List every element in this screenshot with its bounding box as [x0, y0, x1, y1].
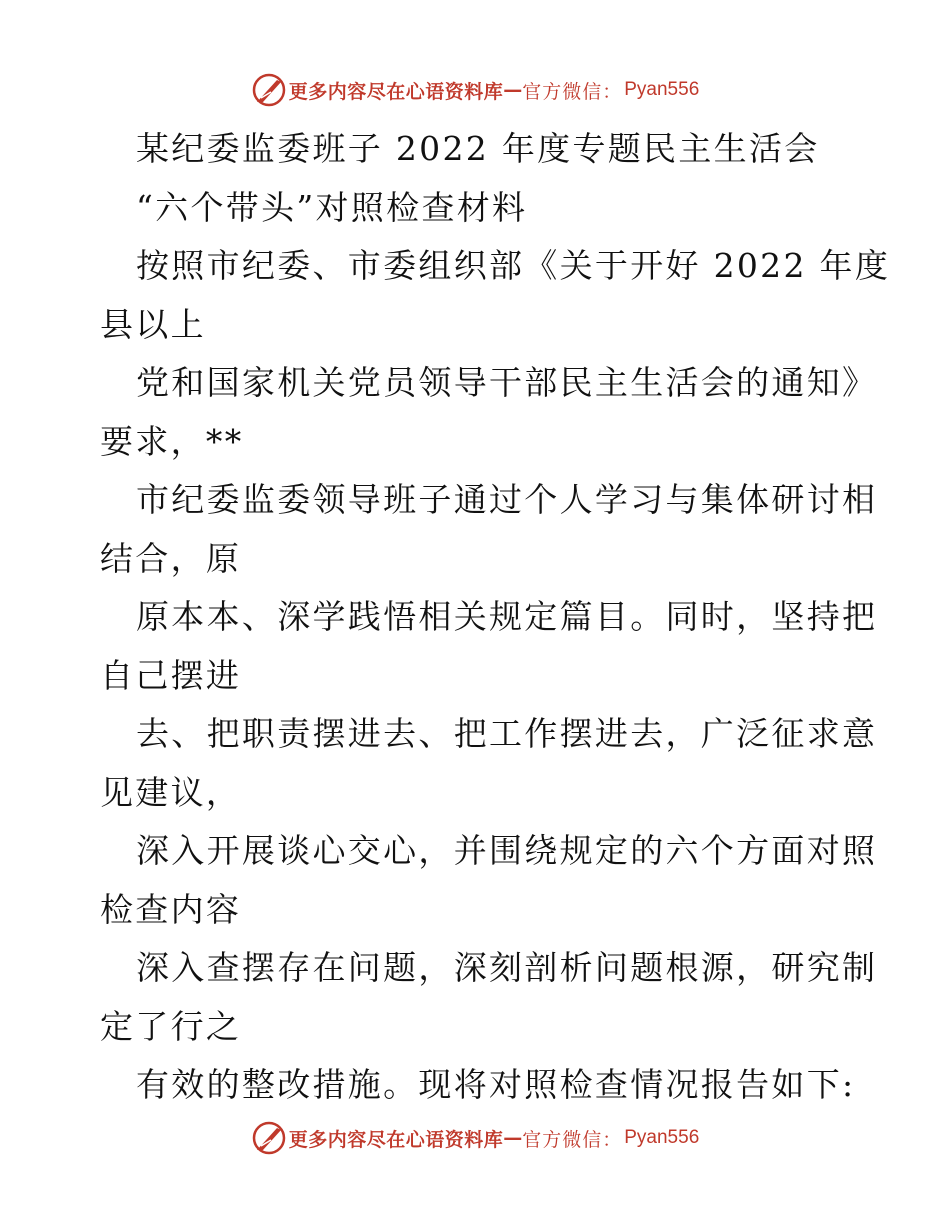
paragraph-line: 市纪委监委领导班子通过个人学习与集体研讨相: [136, 480, 878, 519]
banner-dash: —: [503, 1127, 523, 1149]
paragraph-line: 见建议，: [100, 772, 242, 812]
banner-text: 更多内容尽在心语资料库: [288, 1128, 504, 1151]
quill-seal-logo-icon: [251, 72, 287, 108]
banner-wechat-label: 官方微信：: [522, 1128, 623, 1151]
paragraph-line: 检查内容: [100, 889, 242, 929]
document-body: [100, 120, 891, 1115]
footer-banner: [0, 1118, 950, 1158]
paragraph-line: 结合，原: [100, 538, 242, 578]
banner-wechat-label: 官方微信：: [522, 80, 623, 103]
paragraph-line: 党和国家机关党员领导干部民主生活会的通知》: [136, 363, 878, 402]
paragraph-line: 要求，**: [100, 421, 244, 461]
paragraph-line: 原本本、深学践悟相关规定篇目。同时，坚持把: [136, 597, 878, 636]
paragraph-line: 县以上: [100, 304, 206, 344]
banner-wechat-id: Pyan556: [624, 79, 700, 100]
paragraph-line: 自己摆进: [100, 655, 242, 695]
banner-dash: —: [503, 79, 523, 101]
paragraph-line: 去、把职责摆进去、把工作摆进去，广泛征求意: [136, 714, 878, 753]
paragraph-line: 深入查摆存在问题，深刻剖析问题根源，研究制: [136, 948, 878, 987]
paragraph-line: 有效的整改措施。现将对照检查情况报告如下:: [136, 1065, 856, 1104]
banner-wechat-id: Pyan556: [624, 1127, 700, 1148]
paragraph-line: 深入开展谈心交心，并围绕规定的六个方面对照: [136, 831, 878, 870]
document-title-line-1: 某纪委监委班子 2022 年度专题民主生活会: [136, 129, 820, 168]
paragraph-line: 按照市纪委、市委组织部《关于开好 2022 年度: [136, 246, 891, 285]
document-title-line-2: “六个带头”对照检查材料: [136, 187, 528, 227]
paragraph-line: 定了行之: [100, 1006, 242, 1046]
header-banner: [0, 70, 950, 110]
quill-seal-logo-icon: [251, 1120, 287, 1156]
banner-text: 更多内容尽在心语资料库: [288, 80, 504, 103]
